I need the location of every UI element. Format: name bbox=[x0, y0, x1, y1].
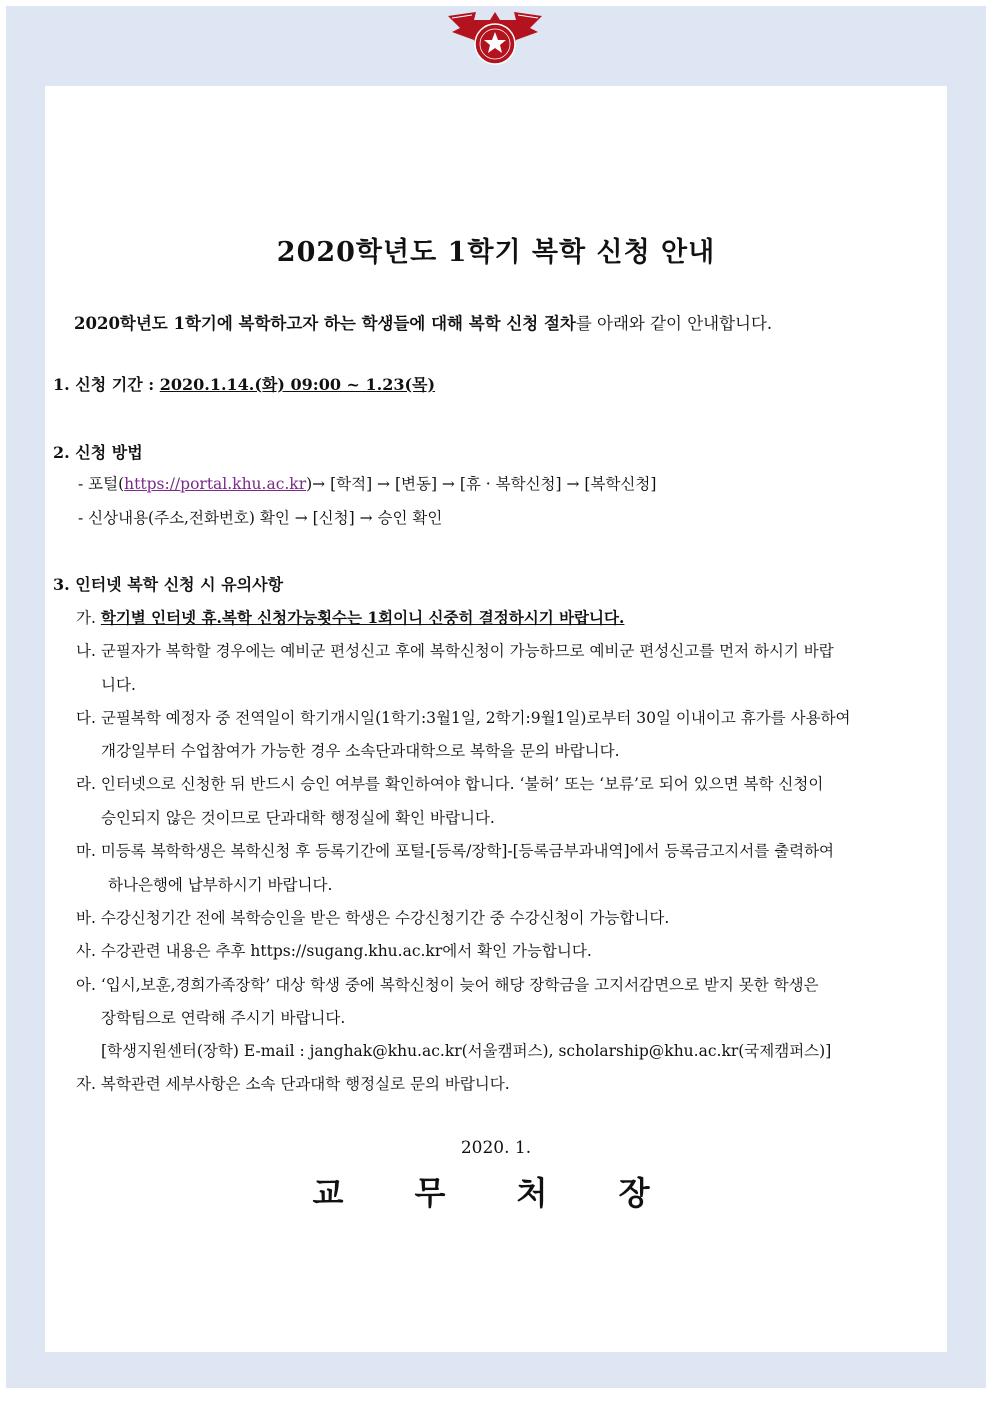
intro-rest: 를 아래와 같이 안내합니다. bbox=[575, 314, 773, 333]
note-text: 인터넷으로 신청한 뒤 반드시 승인 여부를 확인하여야 합니다. ‘불허’ 또는 ‘보류’로 되어 있으면 복학 신청이 bbox=[100, 775, 824, 793]
note-label: 다. bbox=[76, 709, 96, 727]
note-text: 수강관련 내용은 추후 https://sugang.khu.ac.kr에서 확인 가능합니다. bbox=[100, 942, 592, 960]
note-label: 사. bbox=[76, 942, 96, 960]
note-item-ra-cont: 승인되지 않은 것이므로 단과대학 행정실에 확인 바랍니다. bbox=[101, 809, 495, 827]
section2-heading: 2. 신청 방법 bbox=[53, 443, 143, 462]
method-line-1-prefix: - 포털( bbox=[78, 475, 125, 493]
section3-heading: 3. 인터넷 복학 신청 시 유의사항 bbox=[53, 575, 284, 594]
note-label: 라. bbox=[76, 775, 96, 793]
intro-paragraph bbox=[74, 310, 772, 334]
note-label: 나. bbox=[76, 642, 96, 660]
note-item-na bbox=[76, 639, 834, 661]
scholarship-contact: [학생지원센터(장학) E-mail : janghak@khu.ac.kr(서울캠퍼스), scholarship@khu.ac.kr(국제캠퍼스)] bbox=[101, 1042, 832, 1060]
method-line-2: - 신상내용(주소,전화번호) 확인 → [신청] → 승인 확인 bbox=[78, 509, 443, 527]
note-item-a-cont: 장학팀으로 연락해 주시기 바랍니다. bbox=[101, 1009, 346, 1027]
note-item-a bbox=[76, 973, 819, 995]
note-item-ma-cont: 하나은행에 납부하시기 바랍니다. bbox=[108, 876, 333, 894]
note-text: 수강신청기간 전에 복학승인을 받은 학생은 수강신청기간 중 수강신청이 가능합니다. bbox=[100, 909, 670, 927]
note-item-da-cont: 개강일부터 수업참여가 가능한 경우 소속단과대학으로 복학을 문의 바랍니다. bbox=[101, 742, 620, 760]
note-label: 마. bbox=[76, 842, 96, 860]
application-period: 2020.1.14.(화) 09:00 ~ 1.23(목) bbox=[159, 375, 436, 394]
note-text: 복학관련 세부사항은 소속 단과대학 행정실로 문의 바랍니다. bbox=[100, 1075, 510, 1093]
method-line-1-suffix: )→ [학적] → [변동] → [휴 · 복학신청] → [복학신청] bbox=[306, 475, 657, 493]
note-label: 바. bbox=[76, 909, 96, 927]
section1-heading bbox=[53, 372, 435, 395]
portal-link[interactable]: https://portal.khu.ac.kr bbox=[124, 475, 307, 493]
note-label: 자. bbox=[76, 1075, 96, 1093]
note-item-ma bbox=[76, 839, 834, 861]
note-label: 가. bbox=[76, 609, 96, 627]
note-text: 군필복학 예정자 중 전역일이 학기개시일(1학기:3월1일, 2학기:9월1일)로부터 30일 이내이고 휴가를 사용하여 bbox=[100, 709, 851, 727]
university-seal-logo bbox=[446, 10, 544, 76]
note-text: 미등록 복학학생은 복학신청 후 등록기간에 포털-[등록/장학]-[등록금부과내역]에서 등록금고지서를 출력하여 bbox=[100, 842, 835, 860]
issue-date: 2020. 1. bbox=[460, 1138, 532, 1158]
note-item-ga bbox=[76, 606, 624, 628]
section1-label: 1. 신청 기간 : bbox=[53, 375, 160, 394]
note-item-ja bbox=[76, 1072, 510, 1094]
note-text: 학기별 인터넷 휴.복학 신청가능횟수는 1회이니 신중히 결정하시기 바랍니다. bbox=[100, 608, 625, 627]
note-item-sa bbox=[76, 939, 592, 961]
note-item-ra bbox=[76, 772, 823, 794]
note-item-da bbox=[76, 706, 850, 728]
method-line-1 bbox=[78, 472, 656, 494]
note-text: ‘입시,보훈,경희가족장학’ 대상 학생 중에 복학신청이 늦어 해당 장학금을 고지서감면으로 받지 못한 학생은 bbox=[100, 976, 819, 994]
intro-bold: 2020학년도 1학기에 복학하고자 하는 학생들에 대해 복학 신청 절차 bbox=[74, 314, 576, 333]
document-title: 2020학년도 1학기 복학 신청 안내 bbox=[276, 237, 716, 268]
note-text: 군필자가 복학할 경우에는 예비군 편성신고 후에 복학신청이 가능하므로 예비군 편성신고를 먼저 하시기 바랍 bbox=[100, 642, 834, 660]
note-label: 아. bbox=[76, 976, 96, 994]
note-item-na-cont: 니다. bbox=[101, 676, 136, 694]
note-item-ba bbox=[76, 906, 669, 928]
signer-title: 교 무 처 장 bbox=[312, 1174, 680, 1212]
